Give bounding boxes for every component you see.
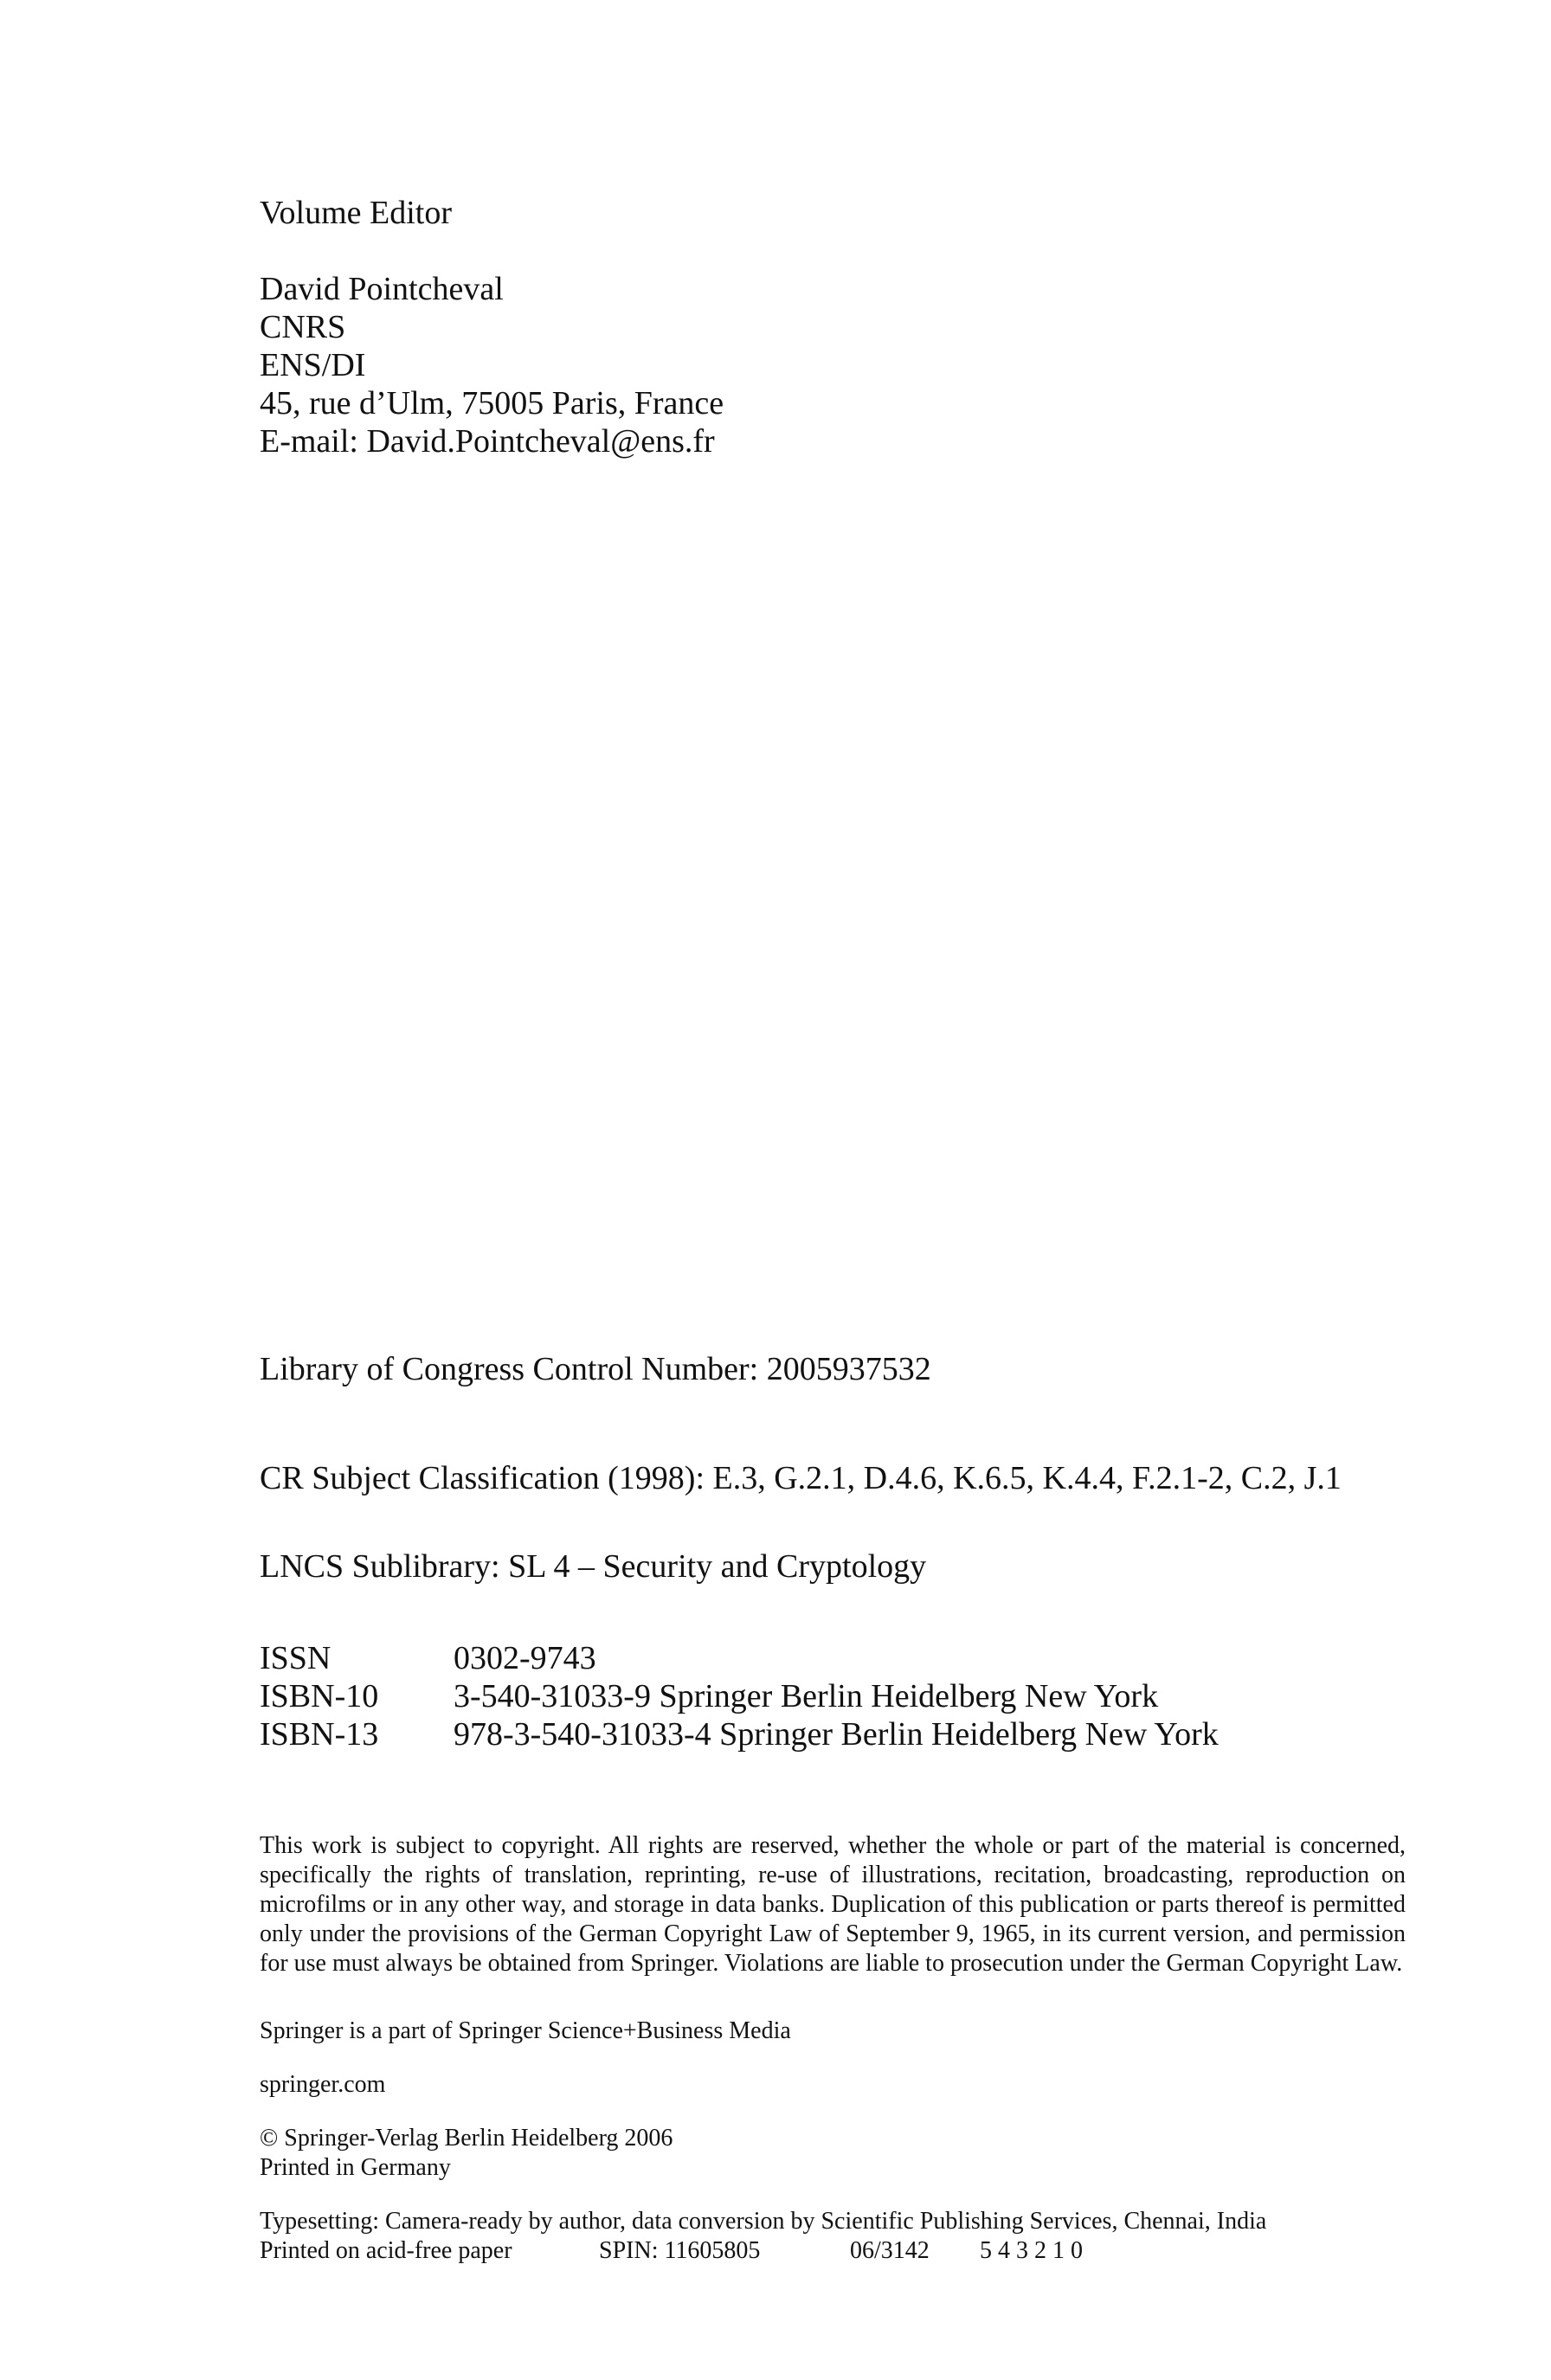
lncs-sublibrary-text: LNCS Sublibrary: SL 4 – Security and Cryptology (260, 1548, 927, 1585)
isbn13-label: ISBN-13 (260, 1716, 379, 1753)
print-info-row (260, 2236, 1419, 2266)
isbn10-value: 3-540-31033-9 Springer Berlin Heidelberg New York (454, 1678, 1159, 1714)
editor-address-block (260, 270, 724, 460)
editor-name: David Pointcheval (260, 271, 504, 307)
paper-info: Printed on acid-free paper (260, 2237, 512, 2264)
springer-part-text: Springer is a part of Springer Science+Business Media (260, 2017, 791, 2044)
cr-classification-line (260, 1459, 1342, 1497)
printed-in-line: Printed in Germany (260, 2154, 451, 2181)
lncs-sublibrary-line (260, 1547, 926, 1586)
issn-row (260, 1639, 1219, 1677)
lccn-line (260, 1350, 931, 1388)
editor-department: ENS/DI (260, 347, 366, 383)
spin-number: SPIN: 11605805 (599, 2237, 761, 2264)
print-run: 5 4 3 2 1 0 (980, 2237, 1083, 2264)
isbn13-value: 978-3-540-31033-4 Springer Berlin Heidelberg New York (454, 1716, 1219, 1753)
production-block (260, 2207, 1419, 2266)
copyright-notice: This work is subject to copyright. All rights are reserved, whether the whole or part of the material is concerned, specifically the rights of translation, reprinting, re-use of illustrations, recitation, broadcasting, reproduction on microfilms or in any other way, and storage in data banks. Duplication of this publication or parts thereof is permitted only under the provisions of the German Copyright Law of September 9, 1965, in its current version, and permission for use must always be obtained from Springer. Violations are liable to prosecution under the German Copyright Law. (260, 1832, 1406, 1977)
copyright-line: © Springer-Verlag Berlin Heidelberg 2006 (260, 2125, 673, 2152)
copyright-block (260, 2124, 673, 2183)
lccn-text: Library of Congress Control Number: 2005937532 (260, 1351, 931, 1387)
springer-part-line (260, 2017, 791, 2046)
isbn13-row (260, 1715, 1219, 1753)
typesetting-line: Typesetting: Camera-ready by author, data conversion by Scientific Publishing Services, Chennai, India (260, 2208, 1267, 2235)
issn-value: 0302-9743 (454, 1640, 596, 1676)
volume-editor-heading (260, 194, 452, 232)
identifier-table (260, 1639, 1219, 1753)
isbn10-row (260, 1677, 1219, 1715)
editor-street-address: 45, rue d’Ulm, 75005 Paris, France (260, 385, 724, 421)
issn-label: ISSN (260, 1640, 331, 1676)
cr-classification-text: CR Subject Classification (1998): E.3, G.2.1, D.4.6, K.6.5, K.4.4, F.2.1-2, C.2, J.1 (260, 1460, 1342, 1496)
volume-editor-label: Volume Editor (260, 195, 453, 231)
isbn10-label: ISBN-10 (260, 1678, 379, 1714)
editor-email: E-mail: David.Pointcheval@ens.fr (260, 423, 715, 460)
editor-organization: CNRS (260, 309, 346, 345)
springer-website-text: springer.com (260, 2071, 386, 2098)
print-code: 06/3142 (850, 2237, 930, 2264)
springer-website (260, 2070, 385, 2100)
